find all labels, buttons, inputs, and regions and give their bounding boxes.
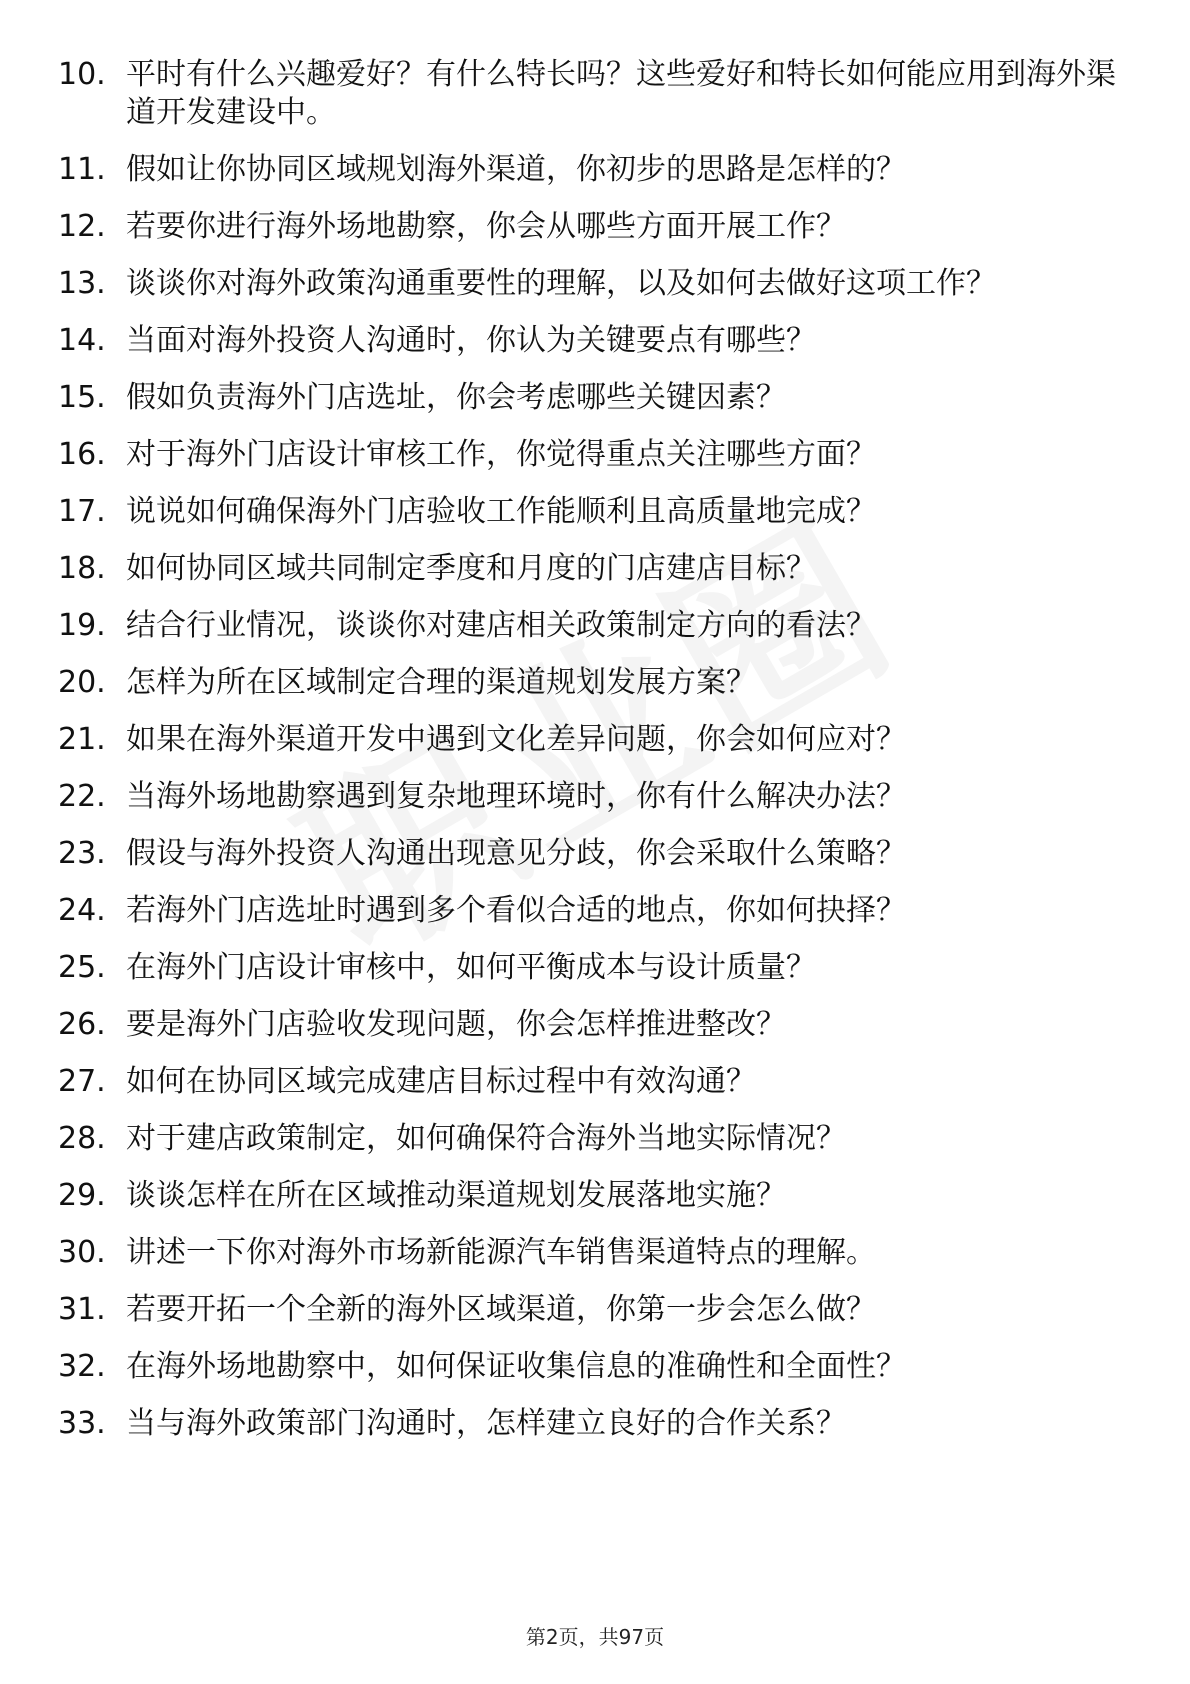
question-item [58, 436, 1138, 474]
question-number: 23. [58, 836, 106, 871]
question-item [58, 550, 1138, 588]
question-number: 25. [58, 950, 106, 985]
question-item [58, 1177, 1138, 1215]
question-item [58, 1120, 1138, 1158]
question-number: 10. [58, 57, 106, 92]
question-number: 28. [58, 1121, 106, 1156]
question-item [58, 1348, 1138, 1386]
question-text: 说说如何确保海外门店验收工作能顺利且高质量地完成？ [126, 494, 876, 529]
question-item [58, 835, 1138, 873]
question-text: 在海外门店设计审核中，如何平衡成本与设计质量？ [126, 950, 816, 985]
question-number: 20. [58, 665, 106, 700]
question-list [58, 56, 1138, 1462]
question-number: 22. [58, 779, 106, 814]
question-item [58, 493, 1138, 531]
question-number: 29. [58, 1178, 106, 1213]
question-number: 31. [58, 1292, 106, 1327]
question-item [58, 1063, 1138, 1101]
page-footer: 第2页，共97页 [525, 1625, 665, 1649]
question-item [58, 1006, 1138, 1044]
question-text: 谈谈你对海外政策沟通重要性的理解，以及如何去做好这项工作？ [126, 266, 996, 301]
question-number: 11. [58, 152, 106, 187]
question-text: 如何协同区域共同制定季度和月度的门店建店目标？ [126, 551, 816, 586]
question-text: 当海外场地勘察遇到复杂地理环境时，你有什么解决办法？ [126, 779, 906, 814]
question-text: 假如让你协同区域规划海外渠道，你初步的思路是怎样的？ [126, 152, 906, 187]
question-item [58, 892, 1138, 930]
question-item [58, 379, 1138, 417]
question-number: 32. [58, 1349, 106, 1384]
question-number: 26. [58, 1007, 106, 1042]
question-item [58, 1291, 1138, 1329]
question-number: 15. [58, 380, 106, 415]
question-number: 17. [58, 494, 106, 529]
question-item [58, 322, 1138, 360]
question-item [58, 949, 1138, 987]
question-item [58, 664, 1138, 702]
question-item [58, 208, 1138, 246]
question-text: 对于建店政策制定，如何确保符合海外当地实际情况？ [126, 1121, 846, 1156]
question-item [58, 721, 1138, 759]
question-text: 结合行业情况，谈谈你对建店相关政策制定方向的看法？ [126, 608, 876, 643]
question-text: 若要你进行海外场地勘察，你会从哪些方面开展工作？ [126, 209, 846, 244]
question-number: 21. [58, 722, 106, 757]
question-text: 如何在协同区域完成建店目标过程中有效沟通？ [126, 1064, 756, 1099]
question-number: 24. [58, 893, 106, 928]
question-text: 若海外门店选址时遇到多个看似合适的地点，你如何抉择？ [126, 893, 906, 928]
question-item [58, 1405, 1138, 1443]
question-text: 若要开拓一个全新的海外区域渠道，你第一步会怎么做？ [126, 1292, 876, 1327]
question-number: 19. [58, 608, 106, 643]
question-item [58, 56, 1138, 132]
question-text: 平时有什么兴趣爱好？有什么特长吗？这些爱好和特长如何能应用到海外渠道开发建设中。 [126, 57, 1116, 130]
question-text: 怎样为所在区域制定合理的渠道规划发展方案？ [126, 665, 756, 700]
question-text: 要是海外门店验收发现问题，你会怎样推进整改？ [126, 1007, 786, 1042]
question-text: 谈谈怎样在所在区域推动渠道规划发展落地实施？ [126, 1178, 786, 1213]
question-number: 18. [58, 551, 106, 586]
question-number: 12. [58, 209, 106, 244]
question-number: 33. [58, 1406, 106, 1441]
question-text: 如果在海外渠道开发中遇到文化差异问题，你会如何应对？ [126, 722, 906, 757]
question-text: 在海外场地勘察中，如何保证收集信息的准确性和全面性？ [126, 1349, 906, 1384]
question-text: 讲述一下你对海外市场新能源汽车销售渠道特点的理解。 [126, 1235, 876, 1270]
question-text: 当面对海外投资人沟通时，你认为关键要点有哪些？ [126, 323, 816, 358]
question-number: 13. [58, 266, 106, 301]
question-number: 27. [58, 1064, 106, 1099]
question-item [58, 1234, 1138, 1272]
question-number: 30. [58, 1235, 106, 1270]
question-text: 对于海外门店设计审核工作，你觉得重点关注哪些方面？ [126, 437, 876, 472]
question-text: 假如负责海外门店选址，你会考虑哪些关键因素？ [126, 380, 786, 415]
question-item [58, 151, 1138, 189]
question-item [58, 265, 1138, 303]
question-number: 14. [58, 323, 106, 358]
question-item [58, 778, 1138, 816]
question-number: 16. [58, 437, 106, 472]
question-text: 假设与海外投资人沟通出现意见分歧，你会采取什么策略？ [126, 836, 906, 871]
question-item [58, 607, 1138, 645]
question-text: 当与海外政策部门沟通时，怎样建立良好的合作关系？ [126, 1406, 846, 1441]
